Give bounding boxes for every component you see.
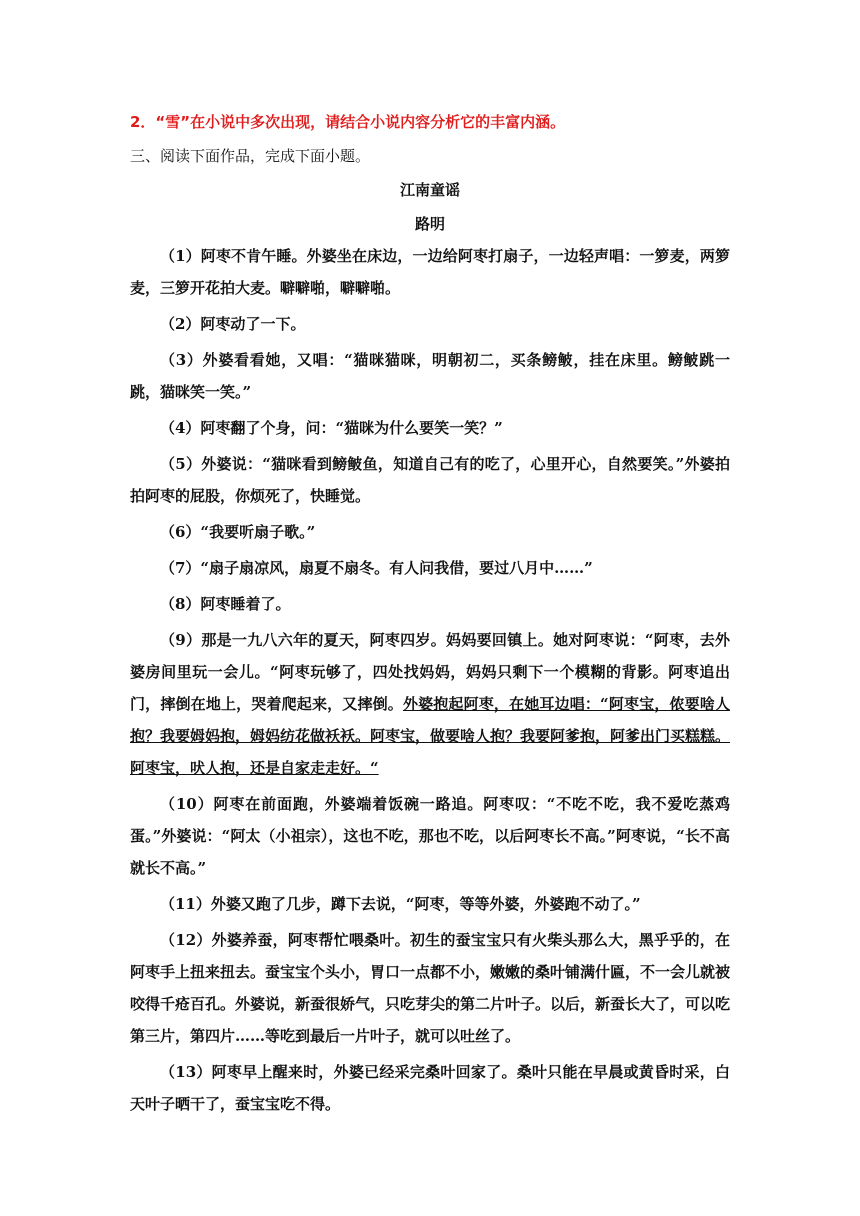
paragraph-8: （8）阿枣睡着了。 xyxy=(160,595,291,613)
story-body xyxy=(130,240,730,1124)
paragraph-5: （5）外婆说：“猫咪看到鳑鲏鱼，知道自己有的吃了，心里开心，自然要笑。”外婆拍拍阿枣的屁股，你烦死了，快睡觉。 xyxy=(130,455,730,505)
paragraph-10: （10）阿枣在前面跑，外婆端着饭碗一路追。阿枣叹：“不吃不吃，我不爱吃蒸鸡蛋。”外婆说：“阿太（小祖宗），这也不吃，那也不吃，以后阿枣长不高。”阿枣说，“长不高就长不高。” xyxy=(130,795,730,877)
paragraph-9-text: （9）那是一九八六年的夏天，阿枣四岁。妈妈要回镇上。她对阿枣说：“阿枣，去外婆房间里玩一会儿。“阿枣玩够了，四处找妈妈，妈妈只剩下一个模糊的背影。阿枣追出门，摔倒在地上，哭着爬起来，又摔倒。 xyxy=(130,631,730,713)
story-title: 江南童谣 xyxy=(399,181,460,199)
section-3-heading: 三、阅读下面作品，完成下面小题。 xyxy=(130,147,371,165)
paragraph-3: （3）外婆看看她，又唱：“猫咪猫咪，明朝初二，买条鳑鲏，挂在床里。鳑鲏跳一跳，猫咪笑一笑。” xyxy=(130,351,730,401)
question-2: 2．“雪”在小说中多次出现，请结合小说内容分析它的丰富内涵。 xyxy=(130,113,566,131)
story-author: 路明 xyxy=(414,215,445,233)
paragraph-2: （2）阿枣动了一下。 xyxy=(160,315,306,333)
paragraph-9 xyxy=(130,624,730,784)
paragraph-4: （4）阿枣翻了个身，问：“猫咪为什么要笑一笑？” xyxy=(160,419,503,437)
paragraph-11: （11）外婆又跑了几步，蹲下去说，“阿枣，等等外婆，外婆跑不动了。” xyxy=(160,895,641,913)
paragraph-12: （12）外婆养蚕，阿枣帮忙喂桑叶。初生的蚕宝宝只有火柴头那么大，黑乎乎的，在阿枣手上扭来扭去。蚕宝宝个头小，胃口一点都不小，嫩嫩的桑叶铺满什匾，不一会儿就被咬得千疮百孔。外婆说，新蚕很娇气，只吃芽尖的第二片叶子。以后，新蚕长大了，可以吃第三片，第四片……等吃到最后一片叶子，就可以吐丝了。 xyxy=(130,931,731,1045)
paragraph-9-underlined: 外婆抱起阿枣，在她耳边唱：“阿枣宝，侬要啥人抱？我要姆妈抱，姆妈纺花做袄袄。阿枣宝，做要啥人抱？我要阿爹抱，阿爹出门买糕糕。阿枣宝，吠人抱，还是自家走走好。“ xyxy=(130,695,731,777)
paragraph-1: （1）阿枣不肯午睡。外婆坐在床边，一边给阿枣打扇子，一边轻声唱：一箩麦，两箩麦，三箩开花拍大麦。噼噼啪，噼噼啪。 xyxy=(130,247,730,297)
paragraph-7: （7）“扇子扇凉风，扇夏不扇冬。有人问我借，要过八月中……” xyxy=(160,559,593,577)
paragraph-6: （6）“我要听扇子歌。” xyxy=(160,523,316,541)
paragraph-13: （13）阿枣早上醒来时，外婆已经采完桑叶回家了。桑叶只能在早晨或黄昏时采，白天叶子晒干了，蚕宝宝吃不得。 xyxy=(130,1063,730,1113)
